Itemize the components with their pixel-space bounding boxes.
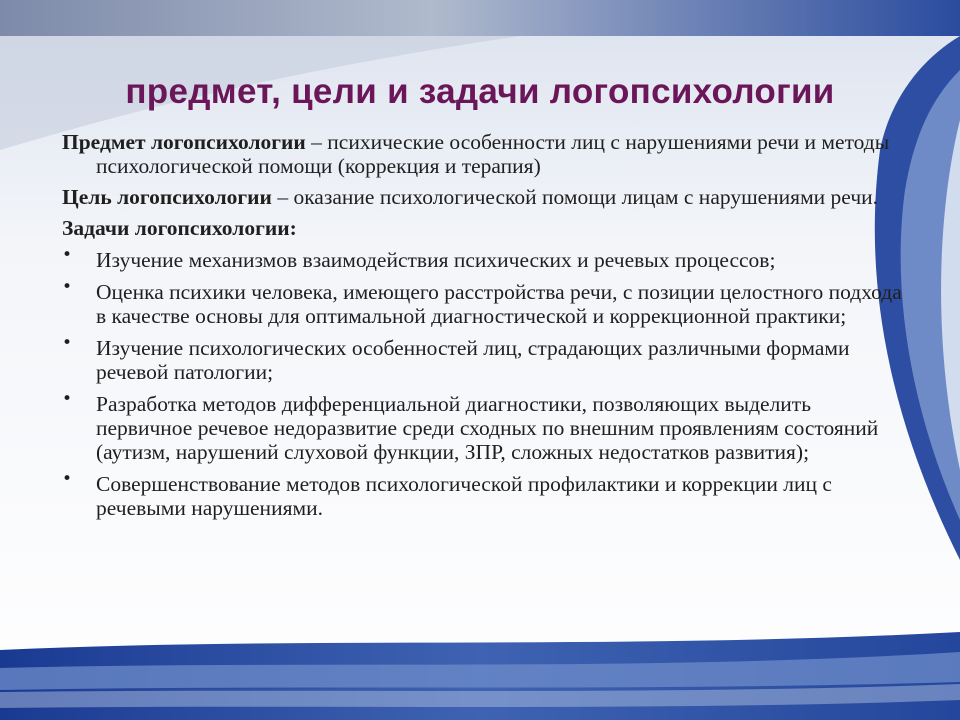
bullet-icon: •: [62, 245, 73, 265]
bullet-icon: •: [62, 277, 73, 297]
task-item: [62, 333, 912, 384]
subject-term: Предмет логопсихологии: [62, 130, 306, 154]
bullet-icon: •: [62, 389, 73, 409]
subject-paragraph: [62, 130, 912, 178]
task-item: [62, 245, 912, 272]
task-text: Разработка методов дифференциальной диагностики, позволяющих выделить первичное речевое недоразвитие среди сходных по внешним проявлениям состояний (аутизм, нарушений слуховой функции, ЗПР, сложных недостатков развития);: [96, 392, 879, 464]
task-item: [62, 277, 912, 328]
tasks-heading: Задачи логопсихологии:: [62, 216, 297, 240]
goal-term: Цель логопсихологии: [62, 185, 272, 209]
task-text: Изучение психологических особенностей лиц, страдающих различными формами речевой патологии;: [96, 336, 850, 384]
subject-text: – психические особенности лиц с нарушениями речи и методы психологической помощи (коррекция и терапия): [96, 130, 890, 178]
task-text: Совершенствование методов психологической профилактики и коррекции лиц с речевыми нарушениями.: [96, 472, 832, 520]
task-item: [62, 389, 912, 464]
top-band: [0, 0, 960, 40]
task-item: [62, 469, 912, 520]
goal-text: – оказание психологической помощи лицам с нарушениями речи.: [271, 185, 879, 209]
bullet-icon: •: [62, 469, 73, 489]
goal-paragraph: [62, 185, 912, 209]
task-text: Изучение механизмов взаимодействия психических и речевых процессов;: [96, 248, 776, 272]
task-text: Оценка психики человека, имеющего расстройства речи, с позиции целостного подхода в качестве основы для оптимальной диагностической и коррекционной практики;: [96, 280, 902, 328]
slide-content: [62, 130, 912, 528]
slide-title: предмет, цели и задачи логопсихологии: [125, 72, 835, 111]
bullet-icon: •: [62, 333, 73, 353]
